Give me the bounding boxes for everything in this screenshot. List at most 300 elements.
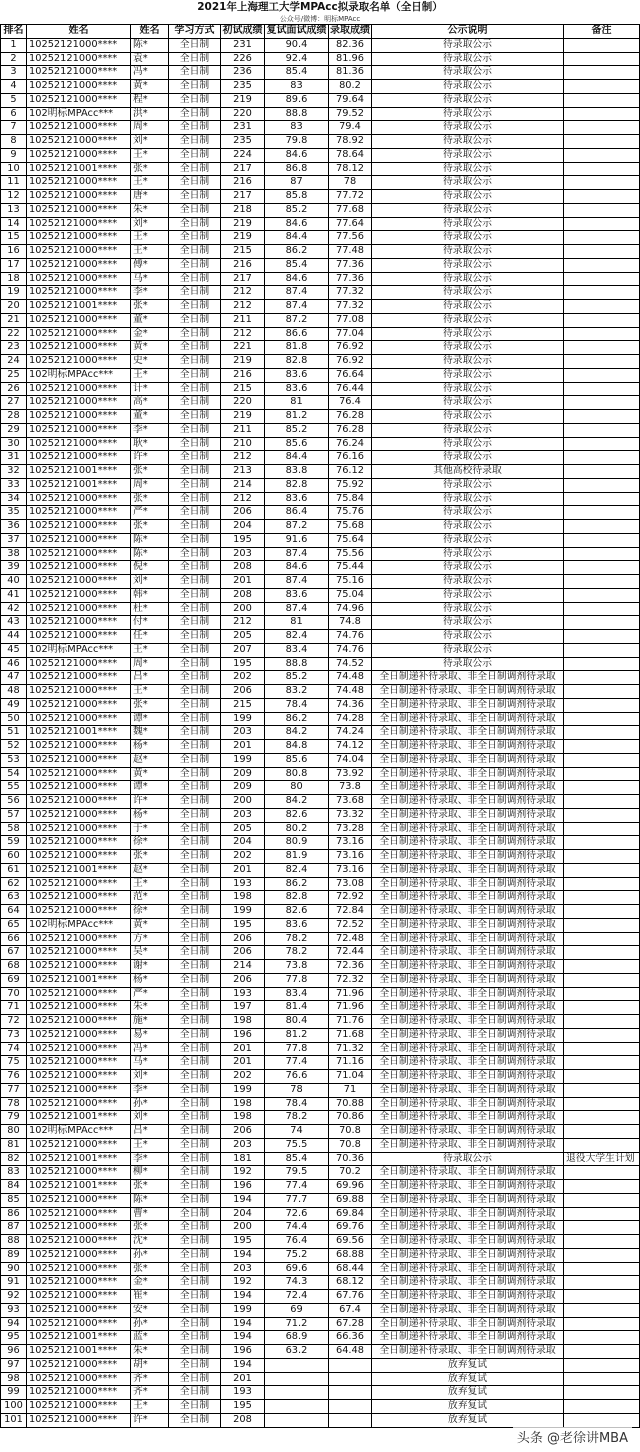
remark-cell [564, 740, 640, 754]
initial-score-cell: 219 [221, 217, 265, 231]
id-cell: 10252121000**** [27, 657, 131, 671]
rank-cell: 28 [1, 410, 27, 424]
id-cell: 10252121001**** [27, 1345, 131, 1359]
study-mode-cell: 全日制 [169, 616, 221, 630]
table-row [1, 1152, 640, 1166]
remark-cell [564, 960, 640, 974]
name-cell: 严* [131, 987, 169, 1001]
interview-score-cell: 83.4 [265, 987, 329, 1001]
notice-cell: 全日制递补待录取、非全日制调剂待录取 [372, 671, 564, 685]
study-mode-cell: 全日制 [169, 1290, 221, 1304]
interview-score-cell: 74.4 [265, 1221, 329, 1235]
interview-score-cell: 84.2 [265, 726, 329, 740]
initial-score-cell: 217 [221, 190, 265, 204]
interview-score-cell: 82.4 [265, 863, 329, 877]
interview-score-cell: 80.8 [265, 767, 329, 781]
interview-score-cell: 83.8 [265, 465, 329, 479]
table-row [1, 822, 640, 836]
rank-cell: 74 [1, 1042, 27, 1056]
interview-score-cell: 74.3 [265, 1276, 329, 1290]
id-cell: 10252121000**** [27, 176, 131, 190]
rank-cell: 25 [1, 368, 27, 382]
study-mode-cell: 全日制 [169, 808, 221, 822]
interview-score-cell: 63.2 [265, 1345, 329, 1359]
name-cell: 董* [131, 313, 169, 327]
study-mode-cell: 全日制 [169, 451, 221, 465]
rank-cell: 8 [1, 135, 27, 149]
id-cell: 10252121000**** [27, 245, 131, 259]
table-row [1, 753, 640, 767]
study-mode-cell: 全日制 [169, 1028, 221, 1042]
remark-cell [564, 148, 640, 162]
interview-score-cell: 87.4 [265, 300, 329, 314]
rank-cell: 41 [1, 588, 27, 602]
id-cell: 10252121000**** [27, 1001, 131, 1015]
notice-cell: 全日制递补待录取、非全日制调剂待录取 [372, 795, 564, 809]
rank-cell: 85 [1, 1193, 27, 1207]
name-cell: 张* [131, 850, 169, 864]
interview-score-cell: 81.9 [265, 850, 329, 864]
name-cell: 袁* [131, 52, 169, 66]
rank-cell: 88 [1, 1235, 27, 1249]
initial-score-cell: 200 [221, 795, 265, 809]
interview-score-cell: 85.6 [265, 753, 329, 767]
id-cell: 10252121001**** [27, 863, 131, 877]
study-mode-cell: 全日制 [169, 1193, 221, 1207]
remark-cell [564, 520, 640, 534]
final-score-cell: 73.16 [329, 850, 372, 864]
table-row [1, 231, 640, 245]
rank-cell: 96 [1, 1345, 27, 1359]
final-score-cell: 69.56 [329, 1235, 372, 1249]
study-mode-cell: 全日制 [169, 1166, 221, 1180]
table-row [1, 1303, 640, 1317]
table-row [1, 671, 640, 685]
id-cell: 10252121000**** [27, 877, 131, 891]
interview-score-cell: 87.2 [265, 520, 329, 534]
name-cell: 张* [131, 465, 169, 479]
initial-score-cell: 205 [221, 822, 265, 836]
table-row [1, 423, 640, 437]
interview-score-cell: 91.6 [265, 533, 329, 547]
remark-cell [564, 1001, 640, 1015]
final-score-cell: 73.32 [329, 808, 372, 822]
rank-cell: 55 [1, 781, 27, 795]
remark-cell [564, 1221, 640, 1235]
notice-cell: 全日制递补待录取、非全日制调剂待录取 [372, 1317, 564, 1331]
table-row [1, 80, 640, 94]
id-cell: 10252121000**** [27, 685, 131, 699]
rank-cell: 15 [1, 231, 27, 245]
interview-score-cell: 85.8 [265, 190, 329, 204]
table-row [1, 341, 640, 355]
rank-cell: 91 [1, 1276, 27, 1290]
rank-cell: 23 [1, 341, 27, 355]
rank-cell: 26 [1, 382, 27, 396]
notice-cell: 待录取公示 [372, 217, 564, 231]
notice-cell: 待录取公示 [372, 135, 564, 149]
interview-score-cell: 84.4 [265, 451, 329, 465]
table-row [1, 1193, 640, 1207]
table-row [1, 767, 640, 781]
interview-score-cell: 83 [265, 80, 329, 94]
final-score-cell: 69.88 [329, 1193, 372, 1207]
rank-cell: 9 [1, 148, 27, 162]
remark-cell [564, 1207, 640, 1221]
notice-cell: 全日制递补待录取、非全日制调剂待录取 [372, 1193, 564, 1207]
id-cell: 10252121000**** [27, 1070, 131, 1084]
interview-score-cell: 77.8 [265, 973, 329, 987]
interview-score-cell: 75.5 [265, 1138, 329, 1152]
name-cell: 王* [131, 1138, 169, 1152]
rank-cell: 17 [1, 258, 27, 272]
name-cell: 吴* [131, 946, 169, 960]
id-cell: 10252121001**** [27, 478, 131, 492]
table-row [1, 313, 640, 327]
study-mode-cell: 全日制 [169, 327, 221, 341]
id-cell: 10252121000**** [27, 492, 131, 506]
notice-cell: 全日制递补待录取、非全日制调剂待录取 [372, 891, 564, 905]
interview-score-cell: 76.4 [265, 1235, 329, 1249]
notice-cell: 待录取公示 [372, 478, 564, 492]
interview-score-cell: 72.4 [265, 1290, 329, 1304]
interview-score-cell: 83.6 [265, 918, 329, 932]
id-cell: 10252121001**** [27, 162, 131, 176]
name-cell: 程* [131, 93, 169, 107]
notice-cell: 待录取公示 [372, 616, 564, 630]
interview-score-cell: 69.6 [265, 1262, 329, 1276]
notice-cell: 全日制递补待录取、非全日制调剂待录取 [372, 1303, 564, 1317]
remark-cell [564, 1042, 640, 1056]
remark-cell [564, 231, 640, 245]
interview-score-cell: 82.6 [265, 905, 329, 919]
id-cell: 10252121000**** [27, 987, 131, 1001]
name-cell: 范* [131, 891, 169, 905]
id-cell: 10252121000**** [27, 258, 131, 272]
table-row [1, 657, 640, 671]
study-mode-cell: 全日制 [169, 905, 221, 919]
interview-score-cell: 84.6 [265, 561, 329, 575]
remark-cell [564, 272, 640, 286]
initial-score-cell: 193 [221, 1386, 265, 1400]
notice-cell: 待录取公示 [372, 52, 564, 66]
table-row [1, 38, 640, 52]
name-cell: 谭* [131, 712, 169, 726]
name-cell: 陈* [131, 38, 169, 52]
name-cell: 于* [131, 822, 169, 836]
table-row [1, 850, 640, 864]
name-cell: 刘* [131, 1111, 169, 1125]
initial-score-cell: 212 [221, 300, 265, 314]
id-cell: 10252121000**** [27, 410, 131, 424]
study-mode-cell: 全日制 [169, 630, 221, 644]
id-cell: 10252121000**** [27, 1138, 131, 1152]
id-cell: 10252121000**** [27, 891, 131, 905]
table-row [1, 946, 640, 960]
interview-score-cell: 86.2 [265, 712, 329, 726]
study-mode-cell: 全日制 [169, 781, 221, 795]
notice-cell: 全日制递补待录取、非全日制调剂待录取 [372, 987, 564, 1001]
notice-cell: 全日制递补待录取、非全日制调剂待录取 [372, 905, 564, 919]
initial-score-cell: 198 [221, 891, 265, 905]
final-score-cell: 73.68 [329, 795, 372, 809]
notice-cell: 待录取公示 [372, 162, 564, 176]
notice-cell: 全日制递补待录取、非全日制调剂待录取 [372, 932, 564, 946]
table-row [1, 1180, 640, 1194]
final-score-cell: 71.68 [329, 1028, 372, 1042]
header-interview-score: 复试面试成绩 [265, 25, 329, 39]
interview-score-cell: 85.4 [265, 258, 329, 272]
name-cell: 张* [131, 1262, 169, 1276]
rank-cell: 50 [1, 712, 27, 726]
name-cell: 史* [131, 355, 169, 369]
table-row [1, 1235, 640, 1249]
study-mode-cell: 全日制 [169, 217, 221, 231]
remark-cell [564, 451, 640, 465]
study-mode-cell: 全日制 [169, 135, 221, 149]
name-cell: 吕* [131, 1125, 169, 1139]
final-score-cell: 73.92 [329, 767, 372, 781]
rank-cell: 80 [1, 1125, 27, 1139]
initial-score-cell: 214 [221, 960, 265, 974]
rank-cell: 42 [1, 602, 27, 616]
rank-cell: 49 [1, 698, 27, 712]
initial-score-cell: 198 [221, 1097, 265, 1111]
rank-cell: 90 [1, 1262, 27, 1276]
final-score-cell [329, 1386, 372, 1400]
name-cell: 张* [131, 1221, 169, 1235]
rank-cell: 45 [1, 643, 27, 657]
study-mode-cell: 全日制 [169, 121, 221, 135]
study-mode-cell: 全日制 [169, 877, 221, 891]
id-cell: 10252121000**** [27, 190, 131, 204]
notice-cell: 待录取公示 [372, 313, 564, 327]
final-score-cell: 71.96 [329, 987, 372, 1001]
rank-cell: 59 [1, 836, 27, 850]
rank-cell: 52 [1, 740, 27, 754]
table-row [1, 740, 640, 754]
remark-cell [564, 258, 640, 272]
notice-cell: 全日制递补待录取、非全日制调剂待录取 [372, 863, 564, 877]
notice-cell: 全日制递补待录取、非全日制调剂待录取 [372, 1001, 564, 1015]
final-score-cell: 74.76 [329, 630, 372, 644]
study-mode-cell: 全日制 [169, 52, 221, 66]
initial-score-cell: 194 [221, 1193, 265, 1207]
initial-score-cell: 202 [221, 850, 265, 864]
interview-score-cell: 85.6 [265, 437, 329, 451]
study-mode-cell: 全日制 [169, 1358, 221, 1372]
study-mode-cell: 全日制 [169, 1276, 221, 1290]
interview-score-cell: 88.8 [265, 657, 329, 671]
remark-cell [564, 368, 640, 382]
header-name: 姓名 [131, 25, 169, 39]
initial-score-cell: 201 [221, 1042, 265, 1056]
id-cell: 10252121000**** [27, 1097, 131, 1111]
rank-cell: 22 [1, 327, 27, 341]
initial-score-cell: 195 [221, 657, 265, 671]
table-row [1, 327, 640, 341]
notice-cell: 待录取公示 [372, 547, 564, 561]
name-cell: 李* [131, 286, 169, 300]
interview-score-cell: 84.4 [265, 231, 329, 245]
study-mode-cell: 全日制 [169, 602, 221, 616]
id-cell: 10252121000**** [27, 561, 131, 575]
rank-cell: 72 [1, 1015, 27, 1029]
table-row [1, 135, 640, 149]
table-row [1, 918, 640, 932]
remark-cell [564, 410, 640, 424]
study-mode-cell: 全日制 [169, 258, 221, 272]
interview-score-cell: 83.6 [265, 368, 329, 382]
name-cell: 刘* [131, 217, 169, 231]
study-mode-cell: 全日制 [169, 740, 221, 754]
header-initial-score: 初试成绩 [221, 25, 265, 39]
id-cell: 102明标MPAcc*** [27, 643, 131, 657]
notice-cell: 全日制递补待录取、非全日制调剂待录取 [372, 726, 564, 740]
table-row [1, 1166, 640, 1180]
study-mode-cell: 全日制 [169, 1125, 221, 1139]
id-cell: 10252121000**** [27, 781, 131, 795]
remark-cell [564, 423, 640, 437]
remark-cell [564, 176, 640, 190]
initial-score-cell: 208 [221, 561, 265, 575]
study-mode-cell: 全日制 [169, 891, 221, 905]
table-row [1, 630, 640, 644]
final-score-cell: 67.76 [329, 1290, 372, 1304]
initial-score-cell: 193 [221, 877, 265, 891]
table-row [1, 1056, 640, 1070]
remark-cell [564, 1345, 640, 1359]
name-cell: 沈* [131, 1235, 169, 1249]
rank-cell: 4 [1, 80, 27, 94]
rank-cell: 61 [1, 863, 27, 877]
study-mode-cell: 全日制 [169, 1262, 221, 1276]
interview-score-cell: 85.4 [265, 1152, 329, 1166]
initial-score-cell: 217 [221, 162, 265, 176]
final-score-cell: 71.76 [329, 1015, 372, 1029]
initial-score-cell: 214 [221, 478, 265, 492]
final-score-cell: 70.8 [329, 1138, 372, 1152]
remark-cell [564, 877, 640, 891]
interview-score-cell: 84.2 [265, 795, 329, 809]
final-score-cell: 71.32 [329, 1042, 372, 1056]
interview-score-cell: 71.2 [265, 1317, 329, 1331]
notice-cell: 待录取公示 [372, 492, 564, 506]
study-mode-cell: 全日制 [169, 1413, 221, 1427]
initial-score-cell: 220 [221, 107, 265, 121]
notice-cell: 全日制递补待录取、非全日制调剂待录取 [372, 685, 564, 699]
study-mode-cell: 全日制 [169, 506, 221, 520]
interview-score-cell: 79.5 [265, 1166, 329, 1180]
rank-cell: 1 [1, 38, 27, 52]
rank-cell: 54 [1, 767, 27, 781]
initial-score-cell: 199 [221, 1083, 265, 1097]
remark-cell [564, 1413, 640, 1427]
name-cell: 冯* [131, 1042, 169, 1056]
notice-cell: 全日制递补待录取、非全日制调剂待录取 [372, 698, 564, 712]
rank-cell: 6 [1, 107, 27, 121]
initial-score-cell: 215 [221, 698, 265, 712]
initial-score-cell: 216 [221, 176, 265, 190]
id-cell: 10252121000**** [27, 1083, 131, 1097]
id-cell: 10252121000**** [27, 1015, 131, 1029]
table-row [1, 1070, 640, 1084]
id-cell: 10252121000**** [27, 575, 131, 589]
interview-score-cell: 83.6 [265, 492, 329, 506]
rank-cell: 95 [1, 1331, 27, 1345]
initial-score-cell: 235 [221, 80, 265, 94]
final-score-cell: 70.2 [329, 1166, 372, 1180]
initial-score-cell: 207 [221, 643, 265, 657]
rank-cell: 83 [1, 1166, 27, 1180]
final-score-cell: 76.28 [329, 410, 372, 424]
name-cell: 金* [131, 327, 169, 341]
name-cell: 张* [131, 520, 169, 534]
table-row [1, 1331, 640, 1345]
study-mode-cell: 全日制 [169, 1235, 221, 1249]
interview-score-cell: 80.2 [265, 822, 329, 836]
initial-score-cell: 200 [221, 1221, 265, 1235]
table-row [1, 795, 640, 809]
rank-cell: 11 [1, 176, 27, 190]
rank-cell: 58 [1, 822, 27, 836]
id-cell: 10252121000**** [27, 1028, 131, 1042]
name-cell: 王* [131, 176, 169, 190]
header-study-mode: 学习方式 [169, 25, 221, 39]
name-cell: 朱* [131, 203, 169, 217]
final-score-cell: 64.48 [329, 1345, 372, 1359]
initial-score-cell: 211 [221, 423, 265, 437]
table-row [1, 808, 640, 822]
final-score-cell: 81.96 [329, 52, 372, 66]
id-cell: 102明标MPAcc*** [27, 918, 131, 932]
table-row [1, 217, 640, 231]
study-mode-cell: 全日制 [169, 1083, 221, 1097]
table-row [1, 107, 640, 121]
notice-cell: 待录取公示 [372, 382, 564, 396]
initial-score-cell: 206 [221, 973, 265, 987]
study-mode-cell: 全日制 [169, 1097, 221, 1111]
initial-score-cell: 219 [221, 231, 265, 245]
final-score-cell: 74.12 [329, 740, 372, 754]
rank-cell: 87 [1, 1221, 27, 1235]
name-cell: 陈* [131, 1193, 169, 1207]
rank-cell: 71 [1, 1001, 27, 1015]
interview-score-cell: 86.2 [265, 877, 329, 891]
final-score-cell: 74.52 [329, 657, 372, 671]
final-score-cell: 82.36 [329, 38, 372, 52]
final-score-cell: 76.64 [329, 368, 372, 382]
remark-cell [564, 1097, 640, 1111]
name-cell: 蓝* [131, 1331, 169, 1345]
interview-score-cell: 78 [265, 1083, 329, 1097]
initial-score-cell: 204 [221, 520, 265, 534]
final-score-cell: 70.8 [329, 1125, 372, 1139]
initial-score-cell: 201 [221, 575, 265, 589]
initial-score-cell: 212 [221, 286, 265, 300]
interview-score-cell: 68.9 [265, 1331, 329, 1345]
interview-score-cell: 83.6 [265, 382, 329, 396]
name-cell: 张* [131, 492, 169, 506]
study-mode-cell: 全日制 [169, 698, 221, 712]
initial-score-cell: 201 [221, 740, 265, 754]
id-cell: 10252121000**** [27, 355, 131, 369]
table-row [1, 1138, 640, 1152]
initial-score-cell: 209 [221, 767, 265, 781]
remark-cell [564, 1372, 640, 1386]
final-score-cell: 72.92 [329, 891, 372, 905]
table-row [1, 1015, 640, 1029]
